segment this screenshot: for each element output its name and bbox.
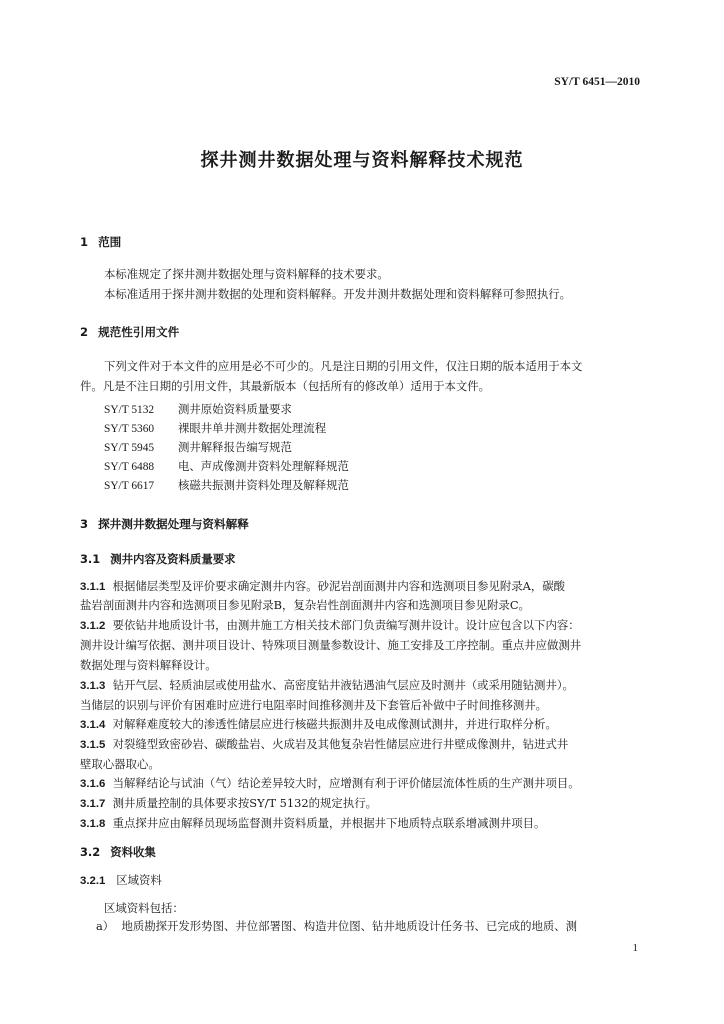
paragraph-line: 下列文件对于本文件的应用是必不可少的。凡是注日期的引用文件，仅注日期的版本适用于本文 [104,359,583,373]
subsection-3-2-heading [80,844,156,860]
clause-number: 3.1.6 [80,778,106,790]
clause-3-1-5 [80,736,568,753]
paragraph-line: 件。凡是不注日期的引用文件，其最新版本（包括所有的修改单）适用于本文件。 [80,379,491,393]
clause-number: 3.1.1 [80,581,106,593]
clause-line: 当储层的识别与评价有困难时应进行电阻率时间推移测井及下套管后补做中子时间推移测井。 [80,698,548,712]
clause-3-1-3 [80,677,574,694]
paragraph: 区域资料包括： [104,901,184,915]
reference-item [104,477,349,494]
document-title: 探井测井数据处理与资料解释技术规范 [200,150,524,171]
clause-line: 盐岩剖面测井内容和选测项目参见附录B，复杂岩性剖面测井内容和选测项目参见附录C。 [80,598,530,612]
clause-3-1-6 [80,775,580,792]
reference-item [104,401,292,418]
clause-number: 3.1.8 [80,818,106,830]
reference-code: SY/T 5360 [104,423,155,435]
paragraph: 本标准规定了探井测井数据处理与资料解释的技术要求。 [104,267,389,281]
clause-text: 钻开气层、轻质油层或使用盐水、高密度钻井液钻遇油气层应及时测井（或采用随钻测井）。 [112,678,574,692]
subsection-number: 3.1 [80,552,101,566]
reference-code: SY/T 5945 [104,442,155,454]
section-2-heading [80,324,179,340]
subsection-title: 区域资料 [116,873,162,887]
clause-number: 3.1.3 [80,680,106,692]
clause-text: 对解释难度较大的渗透性储层应进行核磁共振测井及电成像测试测井，并进行取样分析。 [112,717,557,731]
clause-text: 要依钻井地质设计书，由测井施工方相关技术部门负责编写测井设计。设计应包含以下内容： [112,618,580,632]
clause-number: 3.1.4 [80,719,106,731]
clause-line: 壁取心器取心。 [80,757,160,771]
clause-text: 根据储层类型及评价要求确定测井内容。砂泥岩剖面测井内容和选测项目参见附录A，碳酸 [112,579,566,593]
list-item-text: 地质勘探开发形势图、井位部署图、构造井位图、钻井地质设计任务书、已完成的地质、测 [121,919,578,933]
subsection-number: 3.2.1 [80,875,106,887]
reference-code: SY/T 5132 [104,404,155,416]
section-title: 规范性引用文件 [98,325,180,339]
subsection-3-1-heading [80,551,236,567]
list-item-label: a） [96,919,115,933]
subsection-title: 资料收集 [110,845,156,859]
reference-code: SY/T 6488 [104,461,155,473]
subsection-number: 3.2 [80,845,101,859]
section-title: 范围 [98,235,122,249]
clause-3-1-8 [80,815,545,832]
reference-item [104,458,349,475]
section-1-heading [80,234,121,250]
reference-title: 电、声成像测井资料处理解释规范 [178,459,349,473]
reference-item [104,420,326,437]
clause-number: 3.1.5 [80,739,106,751]
clause-3-1-4 [80,716,557,733]
clause-text: 测井质量控制的具体要求按SY/T 5132的规定执行。 [112,796,377,810]
subsection-3-2-1-heading [80,872,162,889]
subsection-title: 测井内容及资料质量要求 [110,552,236,566]
section-number: 1 [80,235,89,249]
list-item [96,918,577,934]
clause-line: 测井设计编写依据、测井项目设计、特殊项目测量参数设计、施工安排及工序控制。重点井应做测井 [80,638,582,652]
clause-number: 3.1.2 [80,620,106,632]
reference-title: 测井解释报告编写规范 [178,440,292,454]
page-number: 1 [632,942,638,954]
section-number: 3 [80,517,89,531]
reference-title: 测井原始资料质量要求 [178,402,292,416]
clause-3-1-7 [80,795,377,812]
reference-title: 裸眼井单井测井数据处理流程 [178,421,327,435]
reference-title: 核磁共振测井资料处理及解释规范 [178,478,349,492]
section-number: 2 [80,325,89,339]
section-title: 探井测井数据处理与资料解释 [98,517,249,531]
paragraph: 本标准适用于探井测井数据的处理和资料解释。开发井测井数据处理和资料解释可参照执行。 [104,287,572,301]
clause-line: 数据处理与资料解释设计。 [80,658,217,672]
clause-3-1-2 [80,617,580,634]
clause-number: 3.1.7 [80,798,106,810]
section-3-heading [80,516,249,532]
clause-text: 当解释结论与试油（气）结论差异较大时，应增测有利于评价储层流体性质的生产测井项目。 [112,776,580,790]
reference-code: SY/T 6617 [104,480,155,492]
reference-item [104,439,292,456]
clause-3-1-1 [80,578,565,595]
clause-text: 对裂缝型致密砂岩、碳酸盐岩、火成岩及其他复杂岩性储层应进行井壁成像测井，钻进式井 [112,737,569,751]
standard-code: SY/T 6451—2010 [554,76,640,88]
clause-text: 重点探井应由解释员现场监督测井资料质量，并根据井下地质特点联系增减测井项目。 [112,816,546,830]
